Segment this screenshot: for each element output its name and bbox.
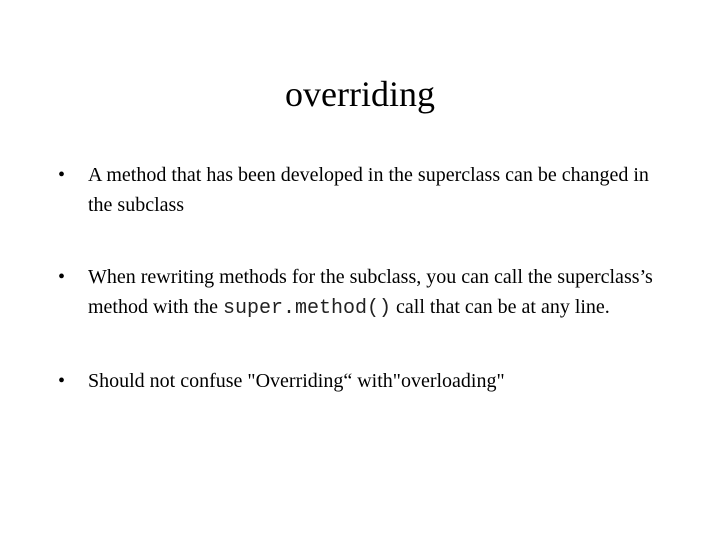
bullet-icon: • [58, 370, 66, 392]
bullet-item-2 [58, 262, 678, 324]
slide-title-text: overriding [285, 74, 435, 114]
bullet-text-2-before: When rewriting methods for the subclass, you can call the superclass’s method with the [88, 266, 653, 318]
code-snippet: super.method() [222, 297, 392, 320]
bullet-icon: • [58, 164, 66, 186]
bullet-text-1: A method that has been developed in the superclass can be changed in the subclass [88, 164, 649, 216]
slide-title [0, 72, 720, 116]
bullet-item-1 [58, 160, 678, 220]
bullet-list [58, 160, 678, 396]
bullet-icon: • [58, 266, 66, 288]
bullet-text-3: Should not confuse "Overriding“ with"overloading" [88, 370, 505, 392]
bullet-item-3 [58, 366, 678, 396]
bullet-text-2-after: call that can be at any line. [391, 296, 610, 318]
